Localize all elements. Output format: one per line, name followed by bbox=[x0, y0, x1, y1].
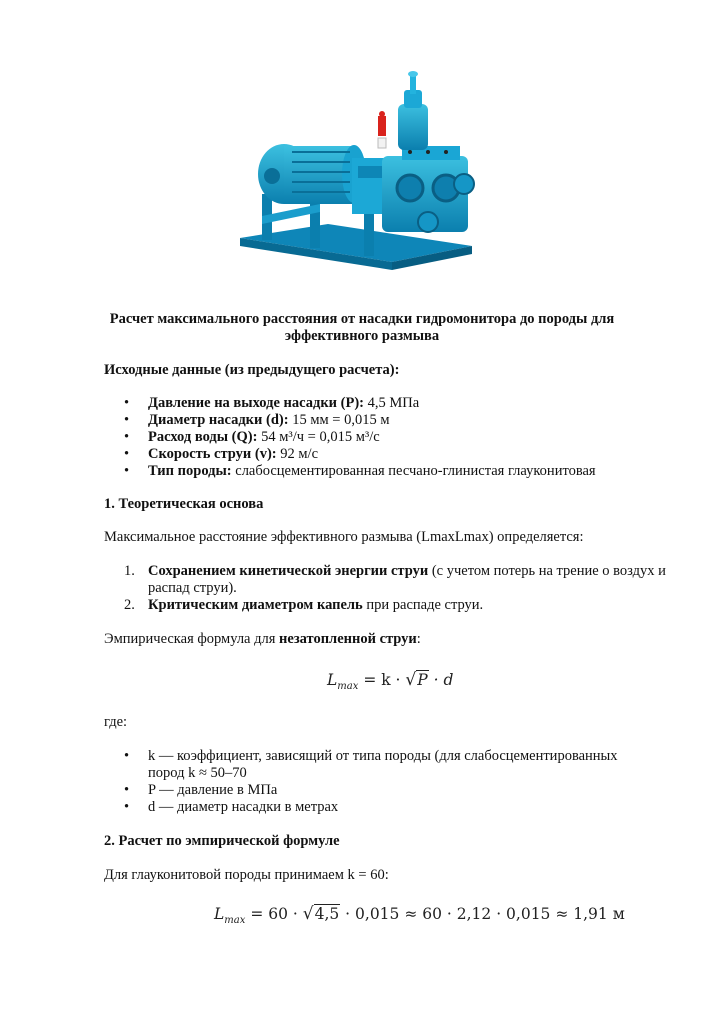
section2-heading: 2. Расчет по эмпирической формуле bbox=[104, 833, 340, 849]
source-data-list bbox=[124, 395, 596, 480]
source-data-heading: Исходные данные (из предыдущего расчета): bbox=[104, 362, 400, 378]
bullet-icon: • bbox=[124, 799, 130, 815]
list-item: 1. Сохранением кинетической энергии струи (с учетом потерь на трение о воздух и распад струи). bbox=[124, 563, 666, 596]
formula-lmax: $L_{max} = k \cdot √P \cdot d$ bbox=[327, 670, 454, 693]
bullet-icon: • bbox=[124, 782, 130, 798]
list-item: • d — диаметр насадки в метрах bbox=[124, 799, 339, 815]
section1-numbered-list bbox=[124, 563, 684, 614]
list-item: • Тип породы: слабосцементированная песчано-глинистая глауконитовая bbox=[124, 463, 596, 479]
bullet-icon: • bbox=[124, 429, 130, 445]
bullet-icon: • bbox=[124, 748, 130, 764]
list-item: • Скорость струи (v): 92 м/с bbox=[124, 446, 319, 462]
pump-unit-image bbox=[232, 66, 492, 286]
bullet-icon: • bbox=[124, 446, 130, 462]
formula-calculation: $L_{max} = 60 \cdot √4,5 \cdot 0,015 \approx 60 \cdot 2,12 \cdot 0,015 \approx 1,91$ м bbox=[214, 904, 625, 927]
bullet-icon: • bbox=[124, 463, 130, 479]
list-item: • P — давление в МПа bbox=[124, 782, 278, 798]
square-root: √4,5 bbox=[302, 904, 340, 924]
bullet-icon: • bbox=[124, 412, 130, 428]
formula-intro: Эмпирическая формула для незатопленной струи: bbox=[104, 631, 421, 647]
section1-heading: 1. Теоретическая основа bbox=[104, 496, 264, 512]
section2-intro: Для глауконитовой породы принимаем k = 60: bbox=[104, 867, 389, 883]
list-item: • Расход воды (Q): 54 м³/ч = 0,015 м³/с bbox=[124, 429, 380, 445]
document-title: Расчет максимального расстояния от насадки гидромонитора до породы для эффективного размыва bbox=[109, 311, 615, 344]
list-item: 2. Критическим диаметром капель при распаде струи. bbox=[124, 597, 484, 613]
where-list bbox=[124, 748, 644, 816]
section1-intro: Максимальное расстояние эффективного размыва (LmaxLmax) определяется: bbox=[104, 529, 584, 545]
list-item: • k — коэффициент, зависящий от типа породы (для слабосцементированных пород k ≈ 50–70 bbox=[124, 748, 618, 781]
square-root: √P bbox=[405, 670, 428, 690]
list-item: • Диаметр насадки (d): 15 мм = 0,015 м bbox=[124, 412, 390, 428]
where-label: где: bbox=[104, 714, 128, 730]
bullet-icon: • bbox=[124, 395, 130, 411]
list-item: • Давление на выходе насадки (P): 4,5 МПа bbox=[124, 395, 420, 411]
